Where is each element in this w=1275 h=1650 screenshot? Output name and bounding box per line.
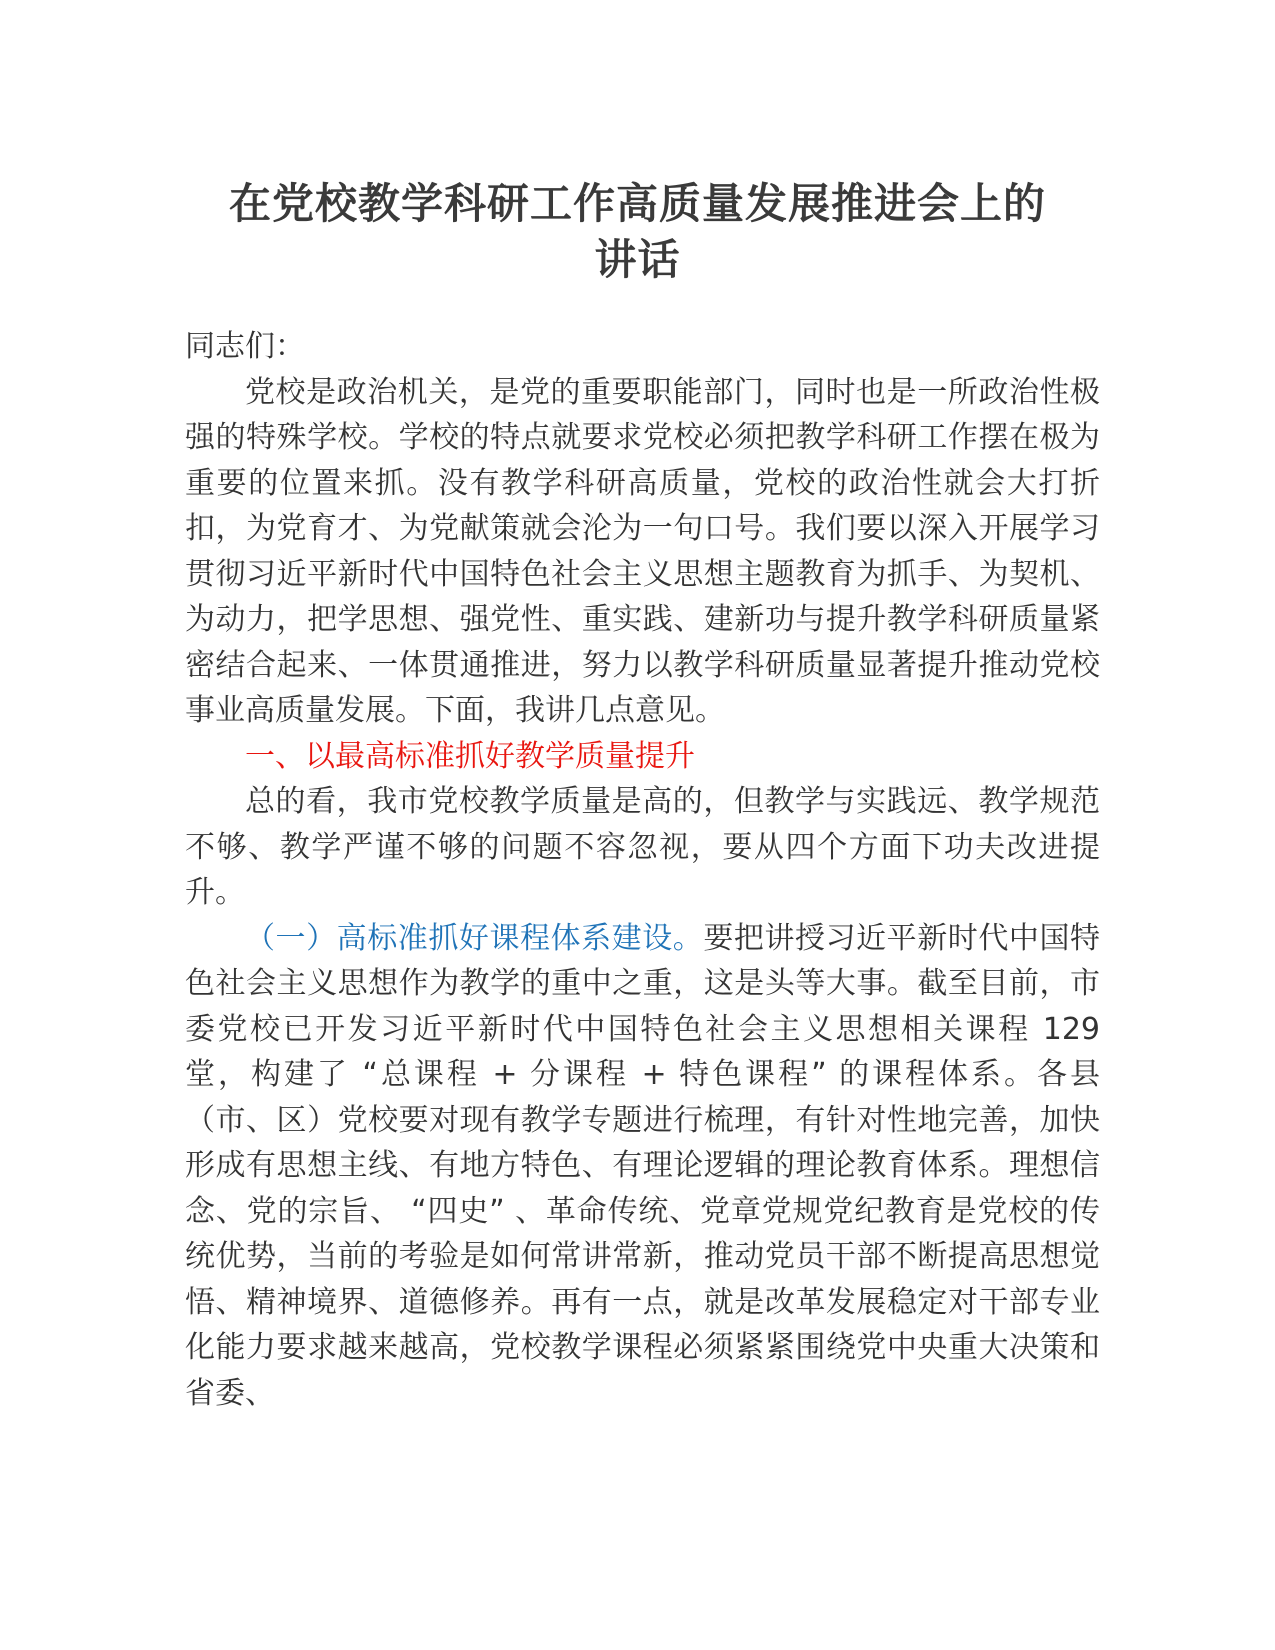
document-title [150, 176, 1125, 288]
document-body [185, 324, 1100, 1416]
subsection-1-heading: （一）高标准抓好课程体系建设。 [245, 920, 704, 956]
subsection-1-body: 要把讲授习近平新时代中国特色社会主义思想作为教学的重中之重，这是头等大事。截至目前，市委党校已开发习近平新时代中国特色社会主义思想相关课程 129 堂，构建了 “总课程 + 分课程 + 特色课程” 的课程体系。各县（市、区）党校要对现有教学专题进行梳理，有针对性地完善，加快形成有思想主线、有地方特色、有理论逻辑的理论教育体系。理想信念、党的宗旨、 “四史” 、革命传统、党章党规党纪教育是党校的传统优势，当前的考验是如何常讲常新，推动党员干部不断提高思想觉悟、精神境界、道德修养。再有一点，就是改革发展稳定对干部专业化能力要求越来越高，党校教学课程必须紧紧围绕党中央重大决策和省委、 [185, 920, 1101, 1411]
subsection-1-paragraph [185, 916, 1100, 1417]
intro-paragraph: 党校是政治机关，是党的重要职能部门，同时也是一所政治性极强的特殊学校。学校的特点就要求党校必须把教学科研工作摆在极为重要的位置来抓。没有教学科研高质量，党校的政治性就会大打折扣，为党育才、为党献策就会沦为一句口号。我们要以深入开展学习贯彻习近平新时代中国特色社会主义思想主题教育为抓手、为契机、为动力，把学思想、强党性、重实践、建新功与提升教学科研质量紧密结合起来、一体贯通推进，努力以教学科研质量显著提升推动党校事业高质量发展。下面，我讲几点意见。 [185, 374, 1100, 728]
salutation: 同志们： [185, 329, 305, 364]
section-1-overview-paragraph: 总的看，我市党校教学质量是高的，但教学与实践远、教学规范不够、教学严谨不够的问题不容忽视，要从四个方面下功夫改进提升。 [185, 784, 1100, 910]
section-1-heading: 一、以最高标准抓好教学质量提升 [245, 738, 695, 774]
title-line-1: 在党校教学科研工作高质量发展推进会上的 [228, 179, 1046, 228]
title-line-2: 讲话 [594, 235, 681, 284]
